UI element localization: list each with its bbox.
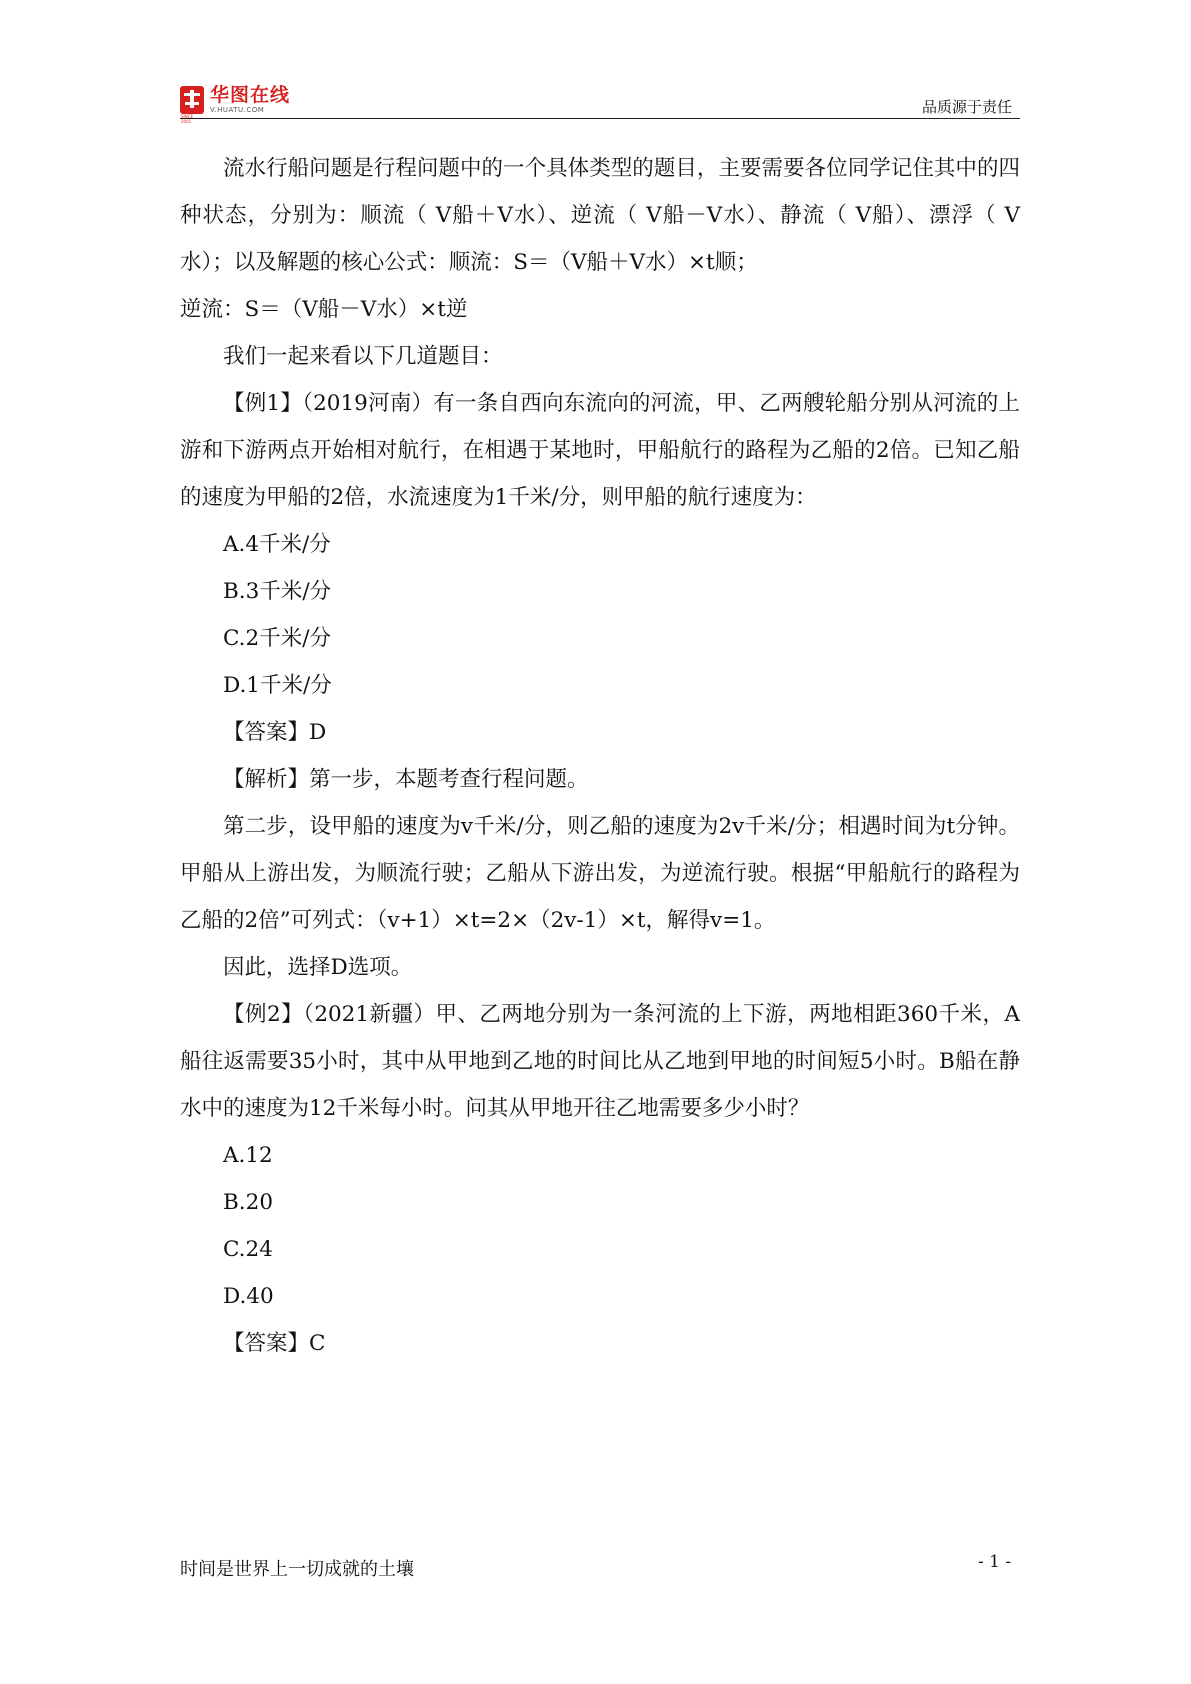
document-body xyxy=(180,145,1020,1367)
answer-line: 【答案】C xyxy=(223,1331,326,1356)
answer-option: C.24 xyxy=(223,1237,273,1262)
paragraph: 流水行船问题是行程问题中的一个具体类型的题目，主要需要各位同学记住其中的四种状态，分别为：顺流（ V船＋V水）、逆流（ V船－V水）、静流（ V船）、漂浮（ V水）；以及解题的核心公式：顺流：S＝（V船＋V水）×t顺； xyxy=(180,156,1021,275)
answer-option: B.3千米/分 xyxy=(223,579,332,604)
page-number: - 1 - xyxy=(978,1552,1012,1572)
huatu-logo-icon xyxy=(180,86,204,124)
paragraph: 因此，选择D选项。 xyxy=(223,955,413,980)
example-question: 【例1】（2019河南）有一条自西向东流向的河流，甲、乙两艘轮船分别从河流的上游和下游两点开始相对航行，在相遇于某地时，甲船航行的路程为乙船的2倍。已知乙船的速度为甲船的2倍，水流速度为1千米/分，则甲船的航行速度为： xyxy=(180,391,1020,510)
paragraph: 我们一起来看以下几道题目： xyxy=(223,344,503,369)
answer-option: C.2千米/分 xyxy=(223,626,331,651)
example-question: 【例2】（2021新疆）甲、乙两地分别为一条河流的上下游，两地相距360千米，A船往返需要35小时，其中从甲地到乙地的时间比从乙地到甲地的时间短5小时。B船在静水中的速度为12千米每小时。问其从甲地开往乙地需要多少小时？ xyxy=(180,1002,1020,1121)
footer-motto: 时间是世界上一切成就的土壤 xyxy=(180,1559,414,1580)
answer-line: 【答案】D xyxy=(223,720,327,745)
answer-option: D.40 xyxy=(223,1284,274,1309)
analysis-line: 【解析】第一步，本题考查行程问题。 xyxy=(223,767,589,792)
logo-mark-text: SINCE 2001 xyxy=(181,114,194,124)
paragraph: 逆流：S＝（V船－V水）×t逆 xyxy=(180,297,468,322)
answer-option: B.20 xyxy=(223,1190,273,1215)
huatu-logo xyxy=(180,84,291,124)
logo-name: 华图在线 xyxy=(210,84,291,106)
paragraph: 第二步，设甲船的速度为v千米/分，则乙船的速度为2v千米/分；相遇时间为t分钟。甲船从上游出发，为顺流行驶；乙船从下游出发，为逆流行驶。根据“甲船航行的路程为乙船的2倍”可列式：（v+1）×t=2×（2v-1）×t，解得v=1。 xyxy=(180,814,1020,933)
page-header xyxy=(180,82,1020,124)
header-slogan: 品质源于责任 xyxy=(921,98,1012,116)
answer-option: A.12 xyxy=(223,1143,273,1168)
answer-option: D.1千米/分 xyxy=(223,673,332,698)
logo-url: V.HUATU.COM xyxy=(210,106,265,114)
answer-option: A.4千米/分 xyxy=(223,532,331,557)
